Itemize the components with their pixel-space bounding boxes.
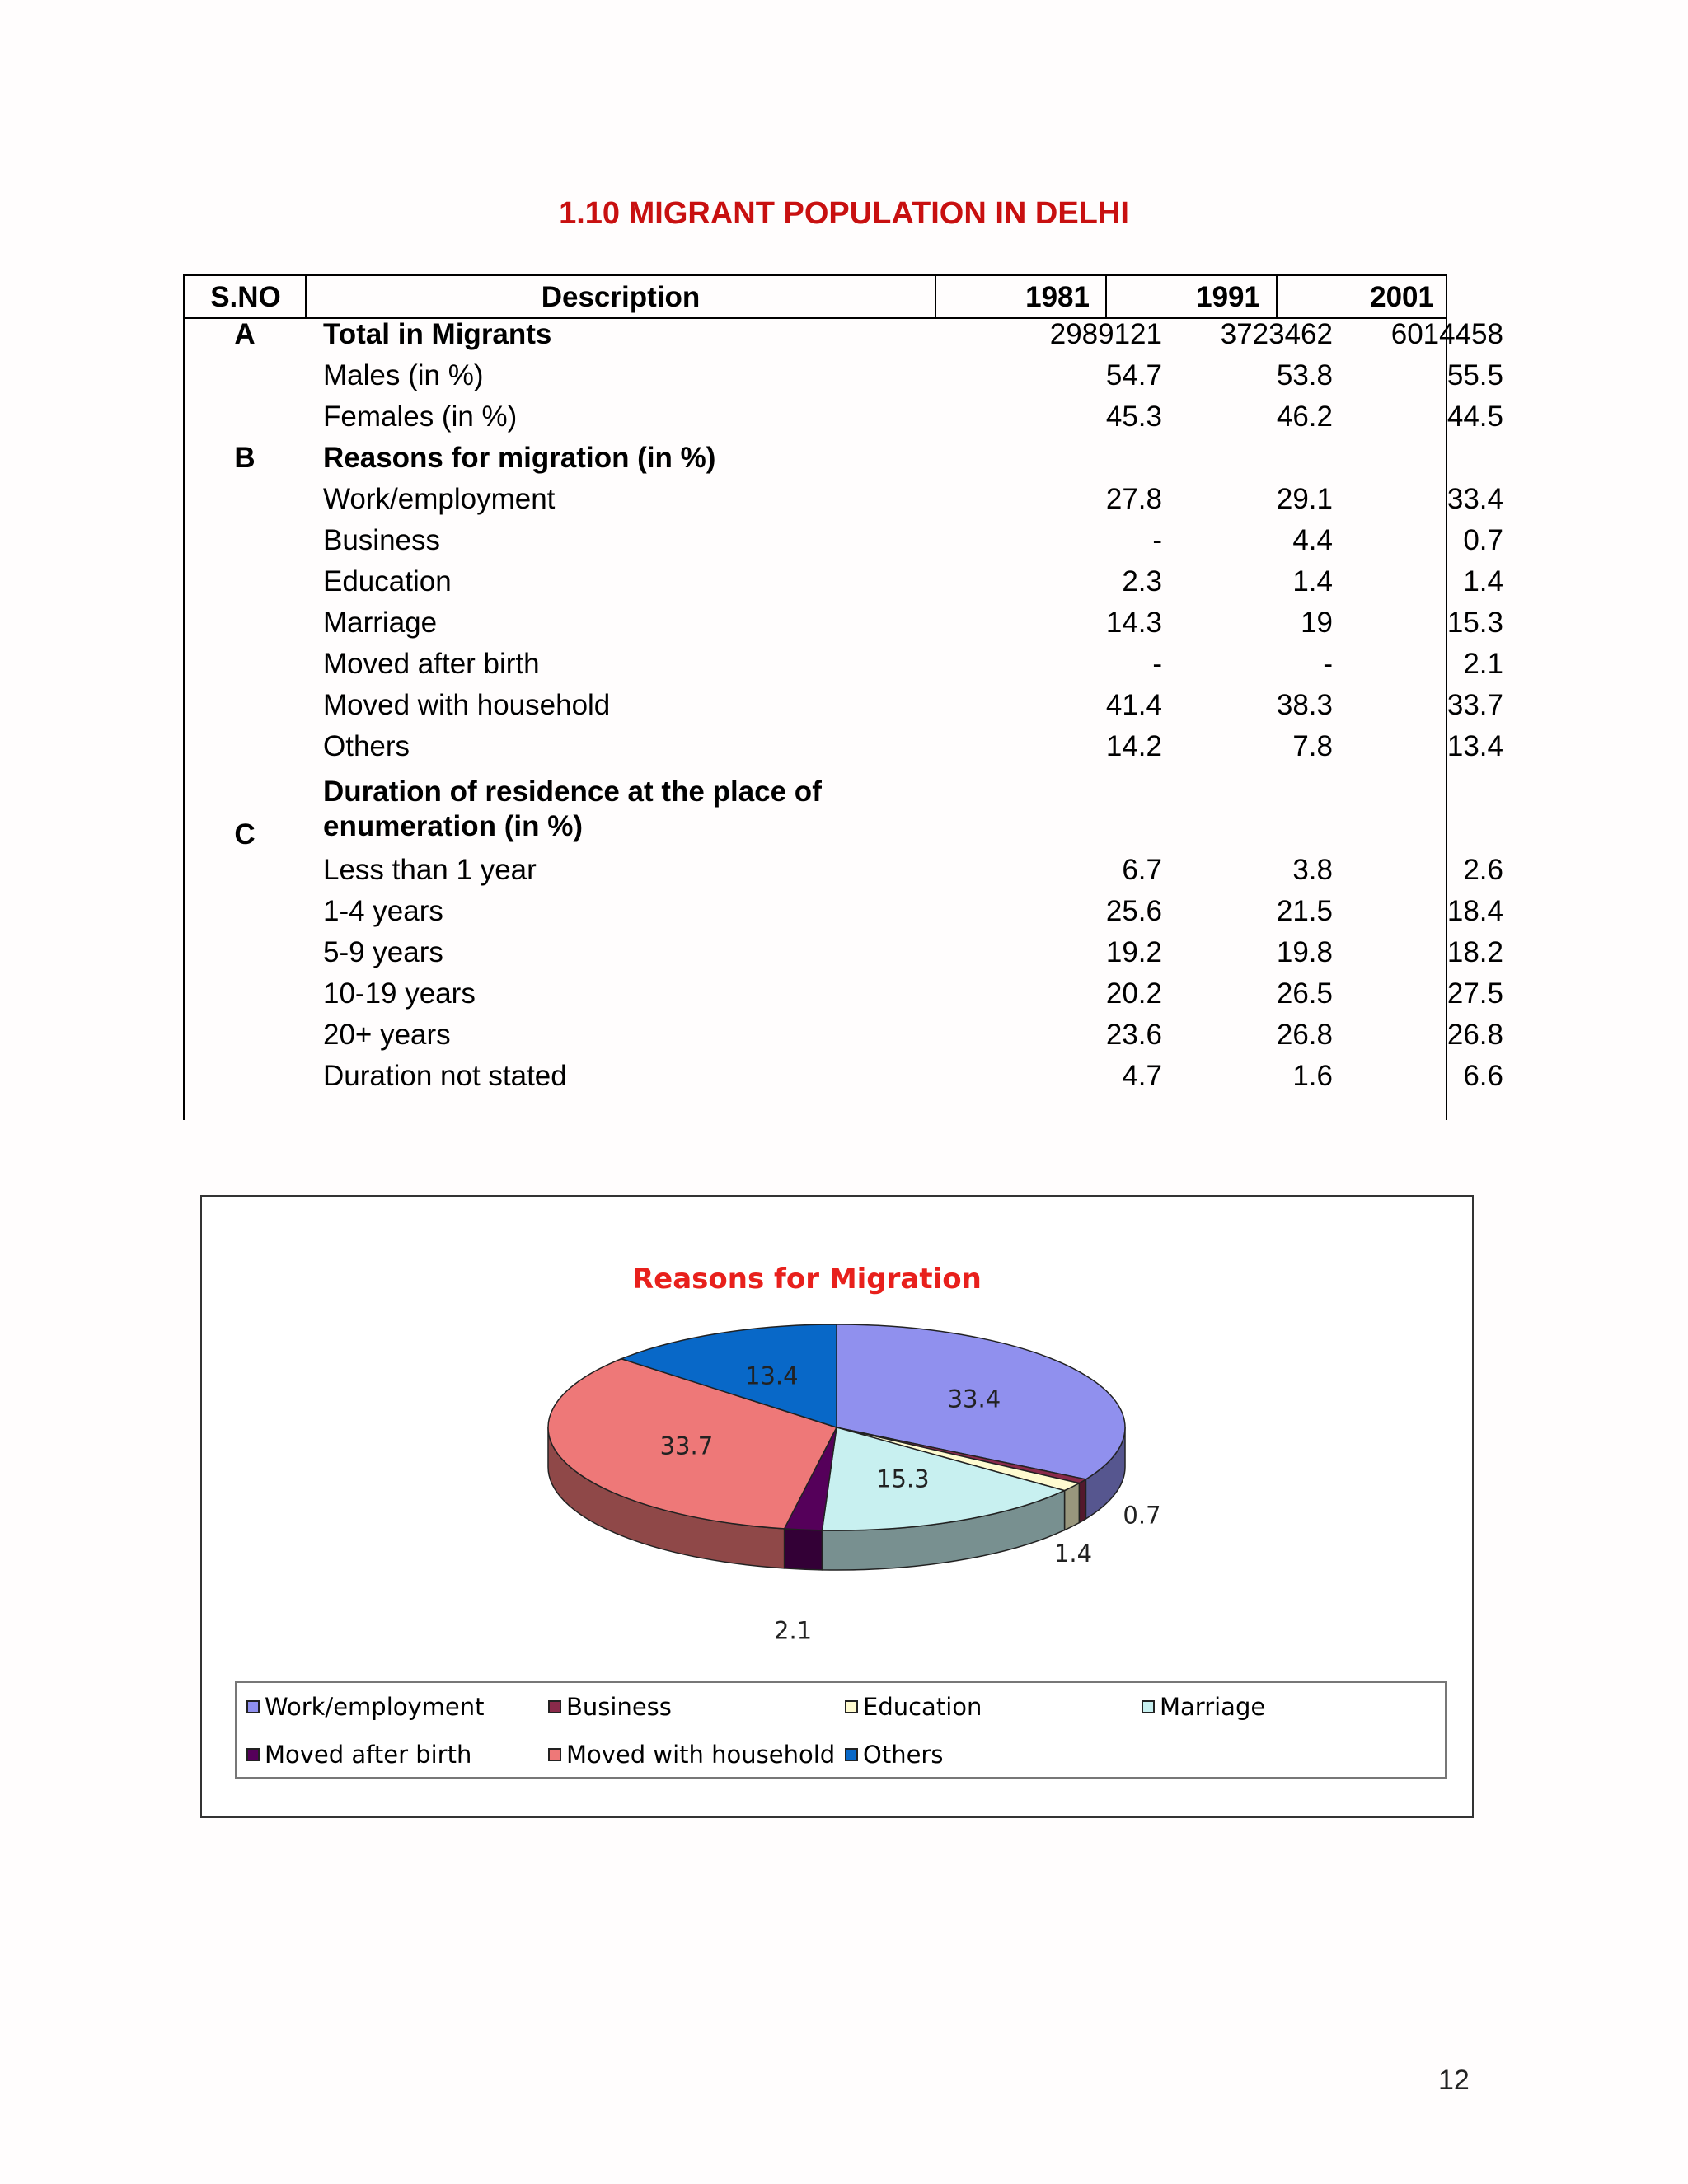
row-description: Total in Migrants xyxy=(323,318,552,350)
table-row xyxy=(183,318,1503,359)
cell-1991: 19.8 xyxy=(1276,936,1333,968)
legend-item xyxy=(246,1741,471,1769)
table-row xyxy=(183,689,1503,730)
chart-title: Reasons for Migration xyxy=(632,1263,982,1296)
cell-2001: 26.8 xyxy=(1447,1019,1503,1051)
table-row xyxy=(183,730,1503,771)
row-description: Less than 1 year xyxy=(323,854,537,886)
row-description: Duration of residence at the place of xyxy=(323,776,822,808)
cell-2001: 33.7 xyxy=(1447,689,1503,721)
row-description: Females (in %) xyxy=(323,401,518,433)
row-description: Duration not stated xyxy=(323,1060,567,1092)
cell-2001: 2.1 xyxy=(1463,648,1503,680)
pie-chart xyxy=(202,1197,1471,1675)
cell-2001: 27.5 xyxy=(1447,977,1503,1010)
cell-2001: 1.4 xyxy=(1463,565,1503,598)
cell-1991: 3723462 xyxy=(1220,318,1333,350)
header-1981: 1981 xyxy=(1025,281,1090,313)
table-row xyxy=(183,977,1503,1019)
table-row xyxy=(183,524,1503,565)
legend-label: Marriage xyxy=(1160,1693,1266,1721)
pie-side-business xyxy=(1079,1479,1085,1523)
table-row xyxy=(183,1060,1503,1101)
cell-1981: 25.6 xyxy=(1105,895,1162,927)
legend-swatch xyxy=(1142,1700,1155,1713)
pie-side-moved-after-birth xyxy=(785,1529,823,1570)
table-row xyxy=(183,442,1449,483)
cell-2001: 13.4 xyxy=(1447,730,1503,762)
cell-1991: 29.1 xyxy=(1276,483,1333,515)
cell-1981: 2989121 xyxy=(1049,318,1162,350)
header-description: Description xyxy=(541,281,701,313)
table-row xyxy=(183,401,1503,442)
cell-1991: 1.6 xyxy=(1292,1060,1333,1092)
cell-1991: 3.8 xyxy=(1292,854,1333,886)
row-description: Moved with household xyxy=(323,689,611,721)
legend-swatch xyxy=(246,1748,260,1761)
cell-1981: 23.6 xyxy=(1105,1019,1162,1051)
table-row xyxy=(183,936,1503,977)
cell-1981: - xyxy=(1152,524,1162,556)
row-description: Males (in %) xyxy=(323,359,484,391)
legend-item xyxy=(845,1693,982,1721)
legend-swatch xyxy=(246,1700,260,1713)
table-row xyxy=(183,565,1503,607)
legend-item xyxy=(548,1741,835,1769)
pie-label: 33.4 xyxy=(947,1385,1001,1413)
legend-label: Work/employment xyxy=(265,1693,485,1721)
row-description: Work/employment xyxy=(323,483,556,515)
cell-1981: 54.7 xyxy=(1105,359,1162,391)
cell-1991: 53.8 xyxy=(1276,359,1333,391)
cell-2001: 2.6 xyxy=(1463,854,1503,886)
legend-swatch xyxy=(548,1700,561,1713)
row-sno: C xyxy=(234,818,256,851)
legend-label: Others xyxy=(863,1741,944,1769)
cell-2001: 6014458 xyxy=(1390,318,1503,350)
row-sno: A xyxy=(234,318,256,350)
pie-label: 2.1 xyxy=(774,1616,813,1645)
cell-2001: 18.4 xyxy=(1447,895,1503,927)
pie-label: 13.4 xyxy=(745,1361,799,1390)
header-sno: S.NO xyxy=(210,281,281,313)
cell-2001: 33.4 xyxy=(1447,483,1503,515)
row-description: 20+ years xyxy=(323,1019,451,1051)
cell-1991: 19 xyxy=(1301,607,1333,639)
table-row xyxy=(183,607,1503,648)
legend-item xyxy=(246,1693,485,1721)
cell-1991: 26.8 xyxy=(1276,1019,1333,1051)
table-row xyxy=(183,895,1503,936)
cell-1991: 21.5 xyxy=(1276,895,1333,927)
legend-label: Business xyxy=(566,1693,672,1721)
cell-1981: 20.2 xyxy=(1105,977,1162,1010)
pie-label: 0.7 xyxy=(1123,1501,1161,1530)
row-description: Reasons for migration (in %) xyxy=(323,442,716,474)
legend-item xyxy=(845,1741,943,1769)
cell-1981: 27.8 xyxy=(1105,483,1162,515)
cell-1991: 4.4 xyxy=(1292,524,1333,556)
table-row xyxy=(183,854,1503,895)
page-title: 1.10 MIGRANT POPULATION IN DELHI xyxy=(559,196,1129,231)
row-description: Others xyxy=(323,730,410,762)
legend-swatch xyxy=(548,1748,561,1761)
cell-1981: 14.3 xyxy=(1105,607,1162,639)
cell-1981: 19.2 xyxy=(1105,936,1162,968)
cell-2001: 55.5 xyxy=(1447,359,1503,391)
pie-label: 33.7 xyxy=(659,1432,714,1460)
cell-2001: 18.2 xyxy=(1447,936,1503,968)
legend-label: Education xyxy=(863,1693,982,1721)
legend-label: Moved with household xyxy=(566,1741,836,1769)
reasons-for-migration-chart xyxy=(200,1195,1474,1818)
cell-1981: 41.4 xyxy=(1105,689,1162,721)
row-description: Moved after birth xyxy=(323,648,540,680)
cell-2001: 6.6 xyxy=(1463,1060,1503,1092)
legend-item xyxy=(1142,1693,1265,1721)
page-number: 12 xyxy=(1438,2064,1470,2096)
pie-label: 1.4 xyxy=(1053,1540,1093,1568)
table-row xyxy=(183,359,1503,401)
pie-label: 15.3 xyxy=(876,1465,930,1493)
row-description: Business xyxy=(323,524,441,556)
table-row xyxy=(183,648,1503,689)
row-sno: B xyxy=(234,442,256,474)
cell-1981: 2.3 xyxy=(1122,565,1162,598)
row-description: Education xyxy=(323,565,452,598)
cell-1991: 38.3 xyxy=(1276,689,1333,721)
cell-1991: 7.8 xyxy=(1292,730,1333,762)
cell-2001: 0.7 xyxy=(1463,524,1503,556)
table-row xyxy=(183,483,1503,524)
cell-1981: 14.2 xyxy=(1105,730,1162,762)
cell-1991: 46.2 xyxy=(1276,401,1333,433)
row-description: 1-4 years xyxy=(323,895,443,927)
legend-swatch xyxy=(845,1748,858,1761)
cell-1981: 6.7 xyxy=(1122,854,1162,886)
cell-1981: - xyxy=(1152,648,1162,680)
header-1991: 1991 xyxy=(1196,281,1260,313)
table-row xyxy=(183,1019,1503,1060)
row-description: 10-19 years xyxy=(323,977,476,1010)
row-description: 5-9 years xyxy=(323,936,443,968)
legend-item xyxy=(548,1693,672,1721)
chart-legend xyxy=(235,1681,1447,1779)
cell-2001: 44.5 xyxy=(1447,401,1503,433)
table-header xyxy=(183,274,1447,319)
cell-1991: 1.4 xyxy=(1292,565,1333,598)
cell-2001: 15.3 xyxy=(1447,607,1503,639)
cell-1981: 4.7 xyxy=(1122,1060,1162,1092)
migrant-table xyxy=(183,274,1503,1119)
row-description: Marriage xyxy=(323,607,438,639)
legend-label: Moved after birth xyxy=(265,1741,472,1769)
cell-1991: - xyxy=(1323,648,1333,680)
table-row xyxy=(183,776,1449,851)
header-2001: 2001 xyxy=(1370,281,1434,313)
cell-1991: 26.5 xyxy=(1276,977,1333,1010)
cell-1981: 45.3 xyxy=(1105,401,1162,433)
row-description-cont: enumeration (in %) xyxy=(323,810,584,842)
legend-swatch xyxy=(845,1700,858,1713)
